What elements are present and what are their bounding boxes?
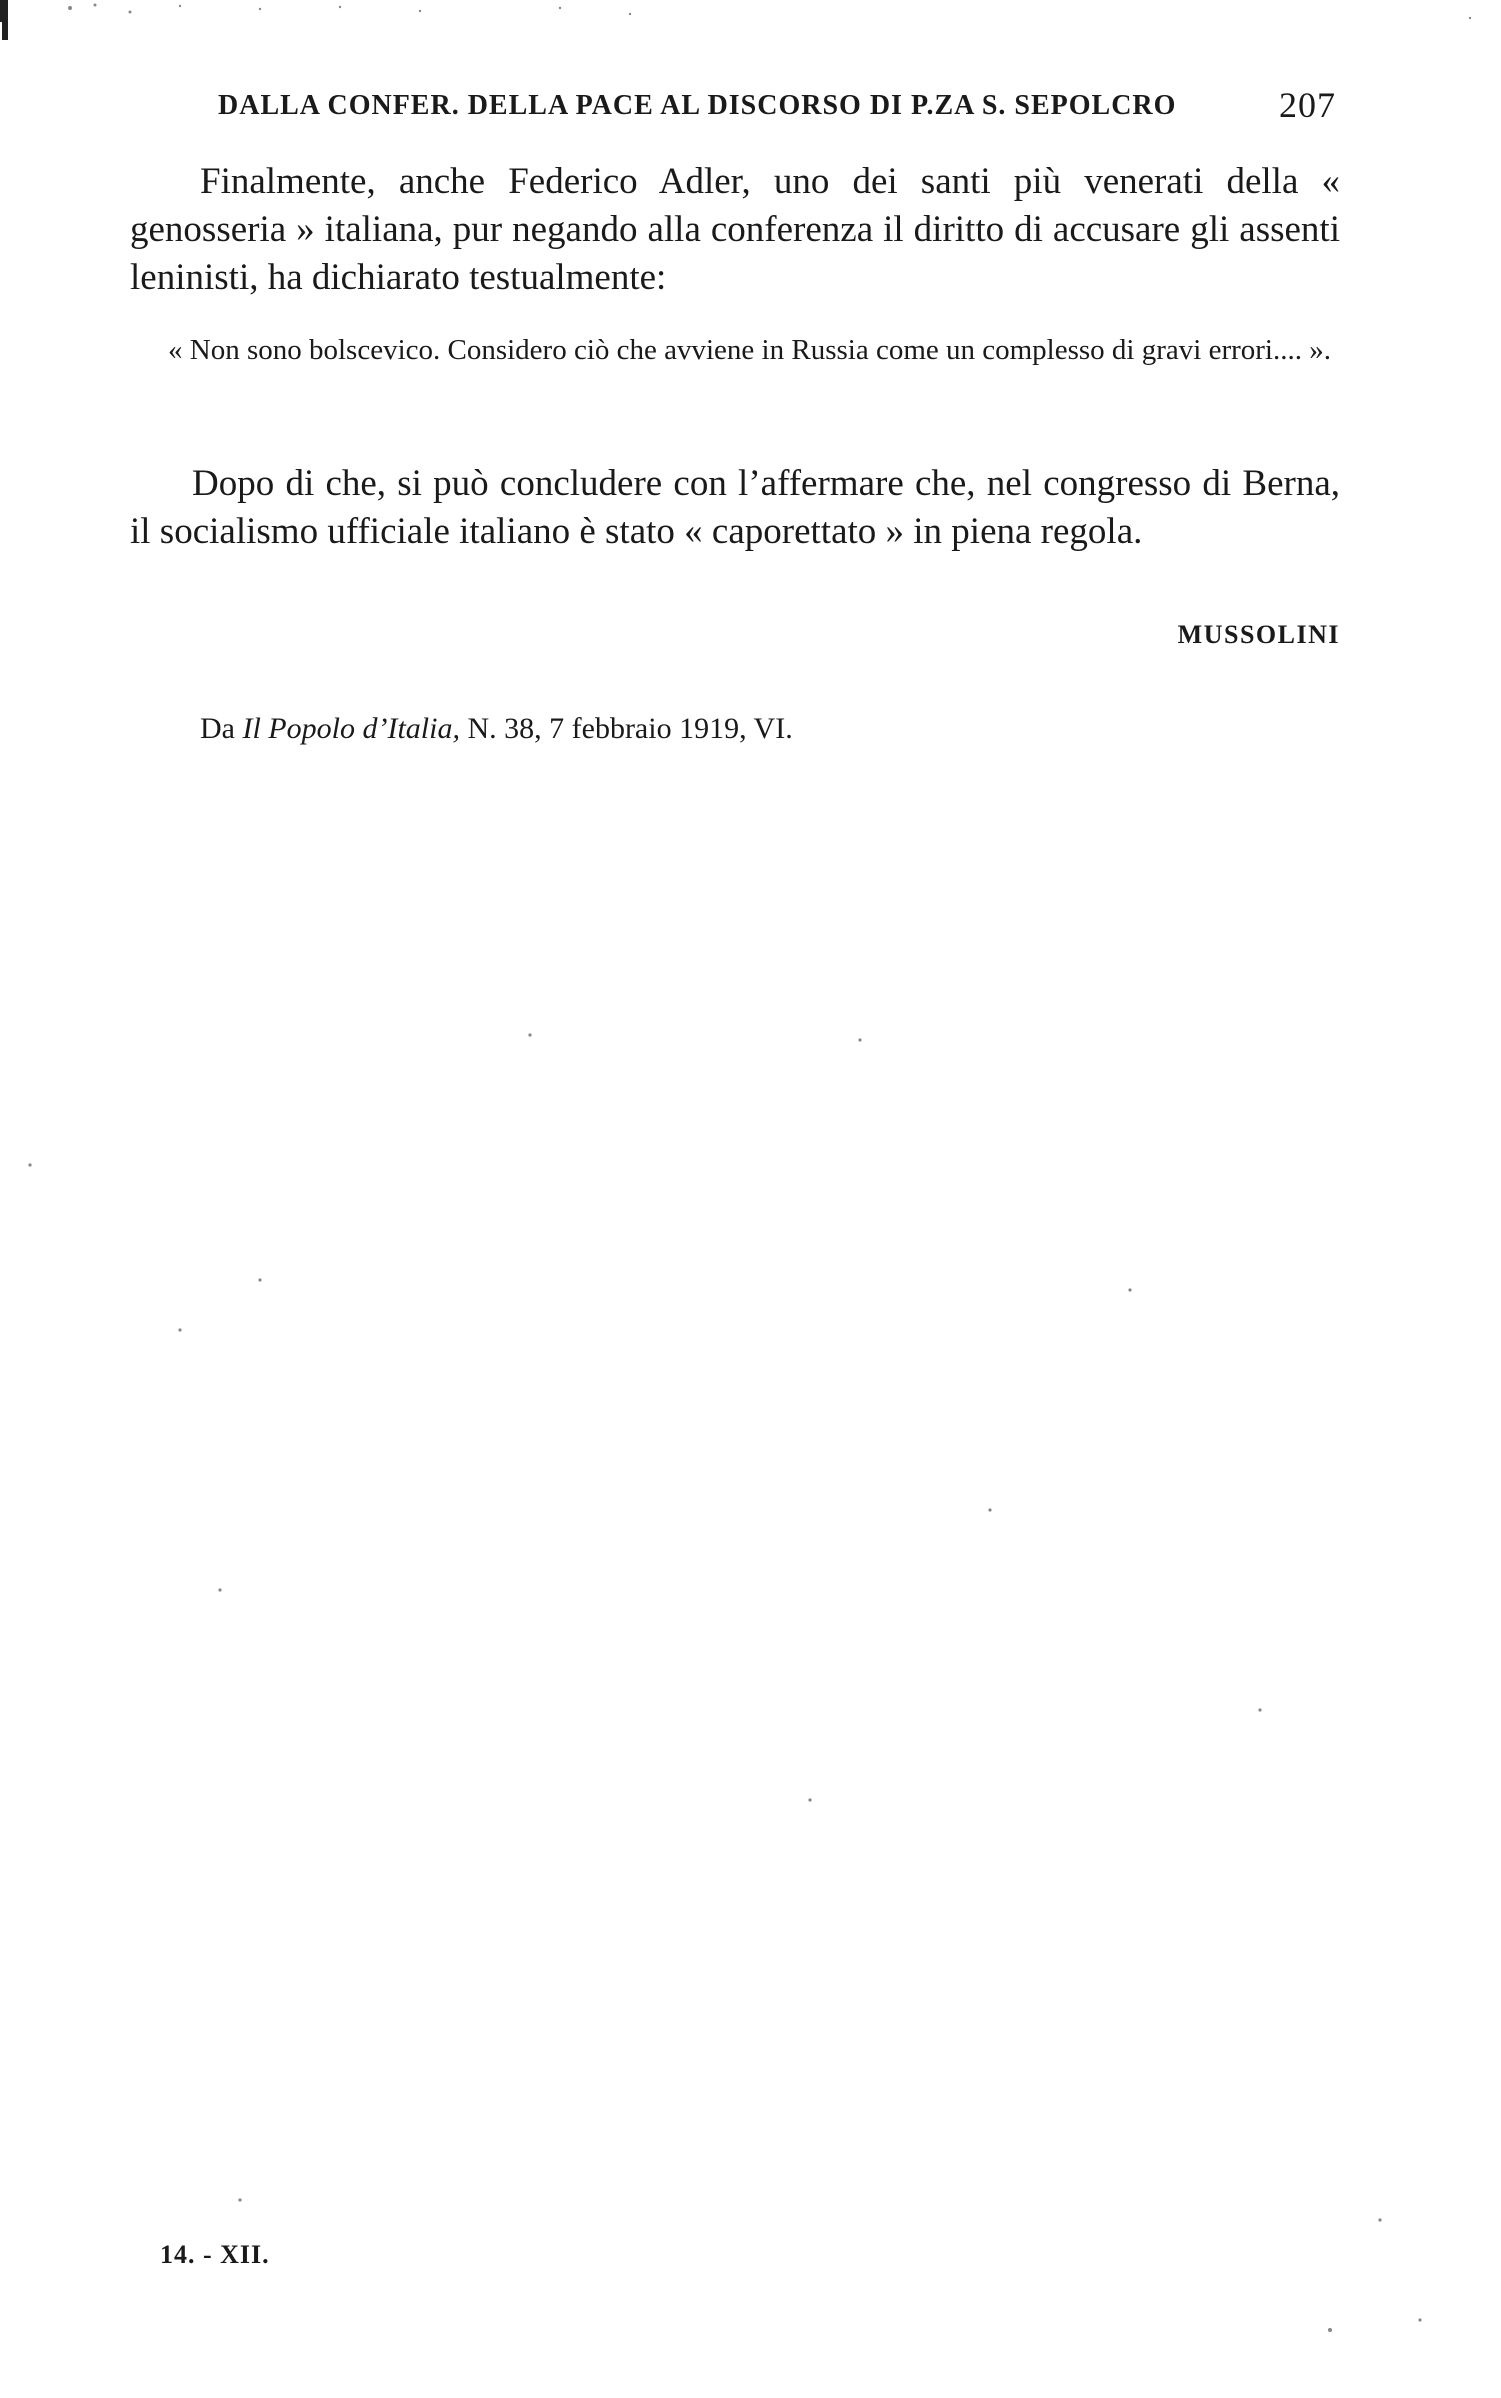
block-quote: « Non sono bolscevico. Considero ciò che avviene in Russia come un complesso di gravi errori.... ». — [168, 334, 1331, 366]
source-citation — [200, 712, 793, 746]
source-publication: Il Popolo d’Italia, — [242, 712, 460, 745]
running-title: DALLA CONFER. DELLA PACE AL DISCORSO DI P.ZA S. SEPOLCRO — [218, 90, 1177, 121]
printer-signature-mark: 14. - XII. — [160, 2240, 270, 2269]
running-head — [218, 84, 1336, 128]
paragraph-adler: Finalmente, anche Federico Adler, uno dei santi più venerati della « genosseria » italiana, pur negando alla conferenza il diritto di accusare gli assenti leninisti, ha dichiarato testualmente: — [130, 161, 1340, 298]
paragraph-conclusion: Dopo di che, si può concludere con l’affermare che, nel congresso di Berna, il socialismo ufficiale italiano è stato « caporettato » in piena regola. — [130, 463, 1340, 552]
source-prefix: Da — [200, 712, 235, 745]
author-signature: MUSSOLINI — [1177, 620, 1340, 649]
source-details: N. 38, 7 febbraio 1919, VI. — [467, 712, 793, 745]
page-number: 207 — [1279, 85, 1336, 125]
